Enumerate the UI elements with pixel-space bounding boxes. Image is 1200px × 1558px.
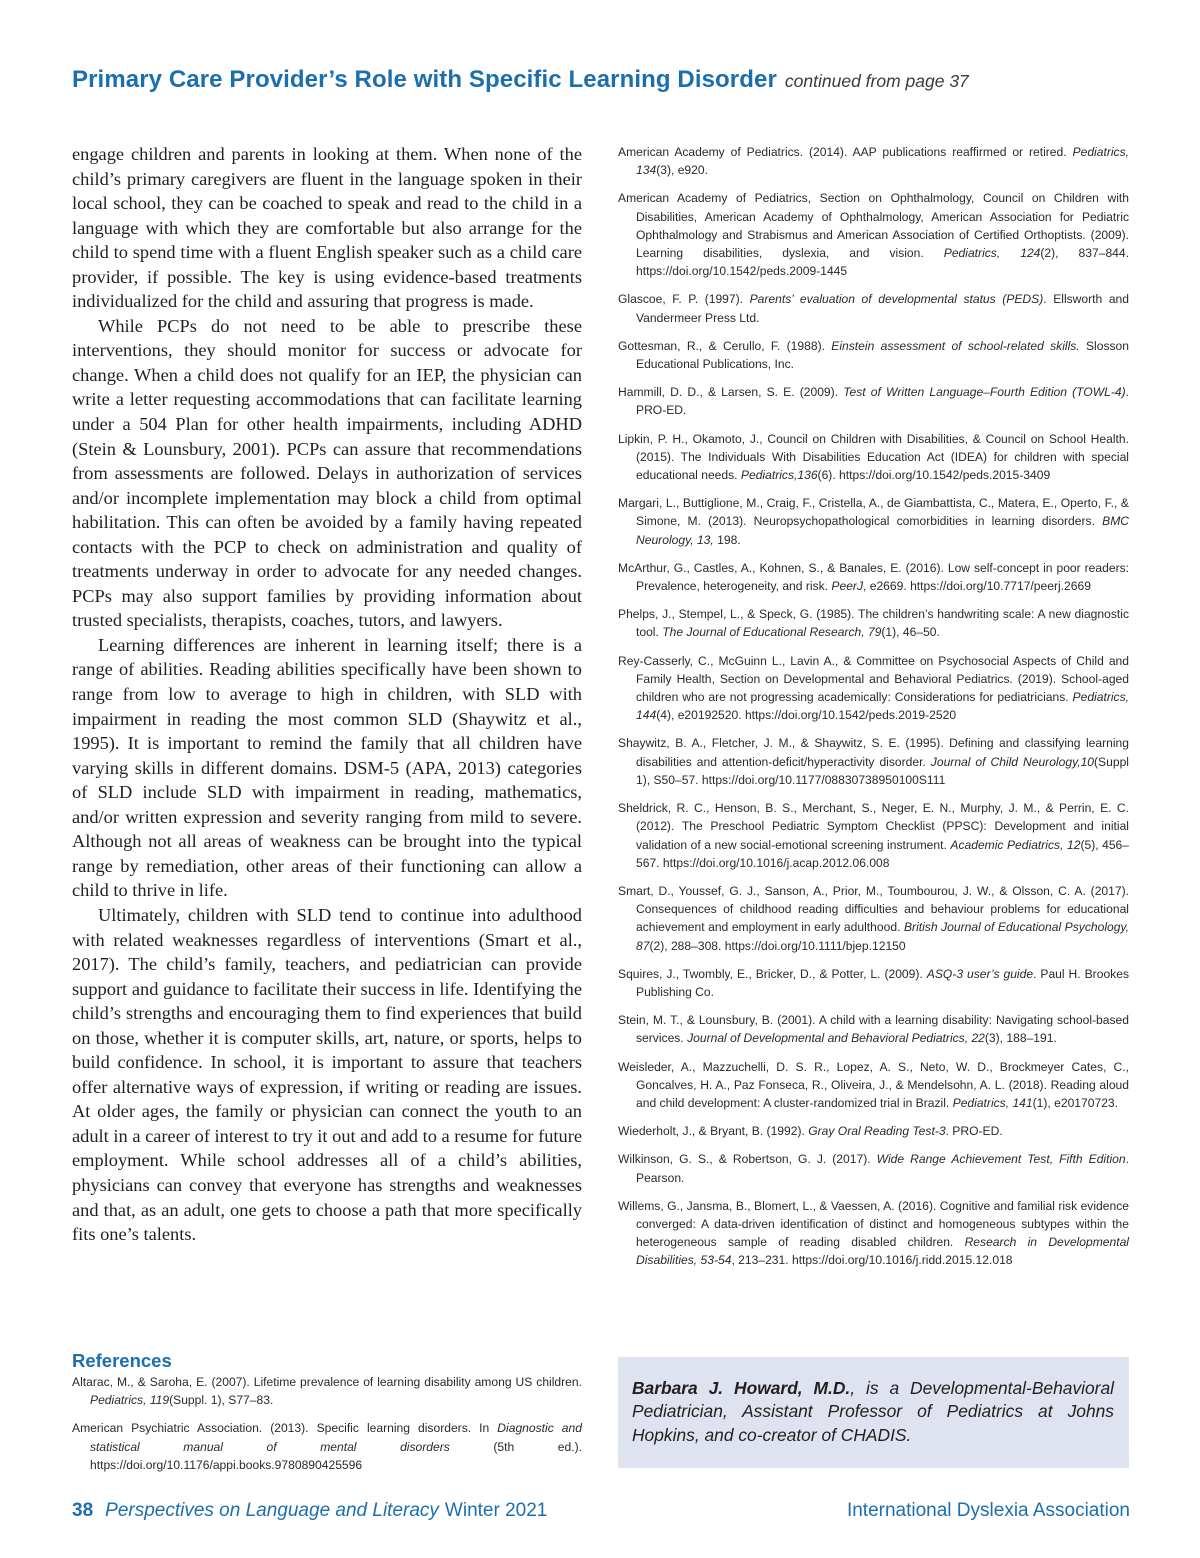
reference-text: Shaywitz, B. A., Fletcher, J. M., & Shaywitz, S. E. (1995). Defining and classifying learning disabilities and attention-deficit/hyperactivity disorder. bbox=[618, 736, 1129, 769]
reference-source: BMC Neurology, 13, bbox=[636, 514, 1129, 547]
reference-details: (5), 456–567. https://doi.org/10.1016/j.acap.2012.06.008 bbox=[636, 837, 1130, 870]
reference-text: Squires, J., Twombly, E., Bricker, D., & Potter, L. (2009). bbox=[618, 966, 927, 981]
reference-details: (Suppl 1), S50–57. https://doi.org/10.1177/08830738950100S111 bbox=[636, 754, 1129, 787]
reference-details: 198. bbox=[713, 532, 741, 547]
reference-details: (2), 837–844. https://doi.org/10.1542/peds.2009-1445 bbox=[636, 246, 1129, 279]
reference-text: American Academy of Pediatrics, Section on Ophthalmology, Council on Children with Disabilities, American Academy of Ophthalmology, American Association for Pediatric Ophthalmology and Strabismus and American Association of Certified Orthoptists. (2009). Learning disabilities, dyslexia, and vision. bbox=[618, 191, 1129, 261]
reference-entry bbox=[618, 965, 1129, 1001]
reference-text: Smart, D., Youssef, G. J., Sanson, A., Prior, M., Toumbourou, J. W., & Olsson, C. A. (2017). Consequences of childhood reading difficulties and behaviour problems for educational achievement and employment in early adulthood. bbox=[618, 883, 1129, 935]
reference-details: . PRO-ED. bbox=[945, 1124, 1003, 1139]
reference-source: Academic Pediatrics, 12 bbox=[950, 837, 1081, 852]
reference-entry bbox=[618, 494, 1129, 549]
reference-text: Glascoe, F. P. (1997). bbox=[618, 292, 750, 307]
reference-text: Lipkin, P. H., Okamoto, J., Council on Children with Disabilities, & Council on School Health. (2015). The Individuals With Disabilities Education Act (IDEA) for children with special educational needs. bbox=[618, 431, 1129, 483]
author-bio-box bbox=[618, 1357, 1129, 1468]
reference-entry bbox=[618, 430, 1129, 485]
reference-source: Pediatrics, 134 bbox=[636, 145, 1129, 178]
body-paragraph: Ultimately, children with SLD tend to continue into adulthood with related weaknesses regardless of interventions (Smart et al., 2017). The child’s family, teachers, and pediatrician can provide support and guidance to facilitate their success in life. Identifying the child’s strengths and encouraging them to find experiences that build on those, whether it is computer skills, art, nature, or sports, helps to build confidence. In school, it is important to assure that teachers offer alternative ways of expression, if writing or reading are issues. At older ages, the family or physician can connect the youth to an adult in a career of interest to try it out and add to a resume for future employment. While school addresses all of a child’s abilities, physicians can convey that everyone has strengths and weaknesses and that, as an adult, one gets to choose a path that more specifically fits one’s talents. bbox=[72, 904, 582, 1245]
reference-source: Pediatrics, 141 bbox=[952, 1095, 1033, 1110]
reference-source: British Journal of Educational Psychology, 87 bbox=[636, 920, 1129, 953]
reference-entry bbox=[618, 1122, 1129, 1140]
reference-entry bbox=[618, 143, 1129, 179]
reference-details: (3), 188–191. bbox=[984, 1031, 1057, 1046]
reference-text: Gottesman, R., & Cerullo, F. (1988). bbox=[618, 338, 832, 353]
reference-text: Sheldrick, R. C., Henson, B. S., Merchant, S., Neger, E. N., Murphy, J. M., & Perrin, E. C. (2012). The Preschool Pediatric Symptom Checklist (PPSC): Development and initial validation of a new social-emotional screening instrument. bbox=[618, 801, 1129, 852]
reference-text: Phelps, J., Stempel, L., & Speck, G. (1985). The children’s handwriting scale: A new diagnostic tool. bbox=[618, 607, 1129, 640]
reference-source: Pediatrics, 119 bbox=[90, 1393, 170, 1408]
reference-entry bbox=[618, 1197, 1129, 1270]
reference-text: Stein, M. T., & Lounsbury, B. (2001). A child with a learning disability: Navigating school-based services. bbox=[618, 1013, 1129, 1046]
reference-details: (4), e20192520. https://doi.org/10.1542/peds.2019-2520 bbox=[656, 708, 957, 723]
reference-source: Test of Written Language–Fourth Edition (TOWL-4) bbox=[843, 385, 1126, 400]
page-footer bbox=[72, 1500, 1130, 1526]
reference-entry bbox=[618, 652, 1129, 725]
reference-text: McArthur, G., Castles, A., Kohnen, S., & Banales, E. (2016). Low self-concept in poor readers: Prevalence, heterogeneity, and risk. bbox=[618, 560, 1129, 594]
reference-details: . Paul H. Brookes Publishing Co. bbox=[636, 966, 1129, 999]
article-title: Primary Care Provider’s Role with Specific Learning Disorder bbox=[72, 66, 777, 93]
reference-source: PeerJ bbox=[831, 579, 863, 594]
reference-entry bbox=[618, 290, 1129, 326]
references-list-left bbox=[72, 1373, 582, 1484]
page-header bbox=[72, 66, 1132, 94]
reference-entry bbox=[618, 337, 1129, 373]
reference-details: (1), 46–50. bbox=[881, 625, 940, 640]
reference-details: (1), e20170723. bbox=[1032, 1095, 1119, 1110]
reference-source: Pediatrics, 124 bbox=[943, 246, 1041, 261]
issue-season: Winter 2021 bbox=[444, 1500, 548, 1521]
continued-note: continued from page 37 bbox=[784, 71, 969, 91]
reference-source: Parents’ evaluation of developmental status (PEDS) bbox=[749, 292, 1044, 307]
reference-source: Journal of Child Neurology,10 bbox=[930, 754, 1095, 769]
reference-text: Margari, L., Buttiglione, M., Craig, F., Cristella, A., de Giambattista, C., Matera, E., Operto, F., & Simone, M. (2013). Neuropsychopathological comorbidities in learning disorders. bbox=[618, 496, 1129, 529]
reference-entry bbox=[72, 1373, 582, 1409]
reference-source: Pediatrics,136 bbox=[740, 468, 818, 483]
body-paragraph: engage children and parents in looking at them. When none of the child’s primary caregivers are fluent in the language spoken in their local school, they can be coached to speak and read to the child in a language with which they are comfortable but also arrange for the child to spend time with a fluent English speaker such as a child care provider, if possible. The key is using evidence-based treatments individualized for the child and assuring that progress is made. bbox=[72, 144, 582, 312]
reference-source: Research in Developmental Disabilities, 53-54 bbox=[636, 1235, 1129, 1268]
reference-details: , e2669. https://doi.org/10.7717/peerj.2669 bbox=[863, 579, 1091, 594]
journal-name: Perspectives on Language and Literacy bbox=[105, 1500, 439, 1521]
reference-text: Weisleder, A., Mazzuchelli, D. S. R., Lopez, A. S., Neto, W. D., Brockmeyer Cates, C., Goncalves, H. A., Paz Fonseca, R., Oliveira, J., & Mendelsohn, A. L. (2018). Reading aloud and child development: A cluster-randomized trial in Brazil. bbox=[618, 1059, 1129, 1110]
reference-text: Altarac, M., & Saroha, E. (2007). Lifetime prevalence of learning disability among US children. bbox=[72, 1375, 582, 1389]
reference-text: Rey-Casserly, C., McGuinn L., Lavin A., & Committee on Psychosocial Aspects of Child and Family Health, Section on Developmental and Behavioral Pediatrics. (2019). School-aged children who are not progressing academically: Considerations for pediatricians. bbox=[618, 653, 1129, 705]
page-number: 38 bbox=[72, 1500, 94, 1521]
reference-entry bbox=[618, 734, 1129, 789]
reference-entry bbox=[618, 1011, 1129, 1047]
reference-text: Hammill, D. D., & Larsen, S. E. (2009). bbox=[618, 385, 844, 400]
reference-text: Wilkinson, G. S., & Robertson, G. J. (2017). bbox=[618, 1152, 877, 1167]
reference-entry bbox=[618, 383, 1129, 419]
body-paragraph: While PCPs do not need to be able to prescribe these interventions, they should monitor for success or advocate for change. When a child does not qualify for an IEP, the physician can write a letter requesting accommodations that can facilitate learning under a 504 Plan for other health impairments, including ADHD (Stein & Lounsbury, 2001). PCPs can assure that recommendations from assessments are followed. Delays in authorization of services and/or incomplete implementation may block a child from optimal habilitation. This can often be avoided by a family having repeated contacts with the PCP to check on administration and quality of treatments underway in order to advocate for any needed changes. PCPs may also support families by providing information about trusted specialists, therapists, coaches, tutors, and lawyers. bbox=[72, 315, 582, 631]
reference-source: Pediatrics, 144 bbox=[636, 690, 1129, 723]
reference-text: Willems, G., Jansma, B., Blomert, L., & Vaessen, A. (2016). Cognitive and familial risk evidence converged: A data-driven identification of distinct and homogeneous subtypes within the heterogeneous sample of reading disabled children. bbox=[618, 1198, 1129, 1250]
reference-source: Journal of Developmental and Behavioral Pediatrics, 22 bbox=[687, 1031, 985, 1046]
reference-details: (5th ed.). https://doi.org/10.1176/appi.books.9780890425596 bbox=[90, 1439, 582, 1472]
reference-details: (6). https://doi.org/10.1542/peds.2015-3409 bbox=[817, 468, 1051, 483]
reference-details: . Pearson. bbox=[636, 1152, 1129, 1185]
author-description: , is a Developmental-Behavioral Pediatrician, Assistant Professor of Pediatrics at Johns Hopkins, and co-creator of CHADIS. bbox=[632, 1378, 1115, 1445]
reference-source: Gray Oral Reading Test-3 bbox=[808, 1124, 946, 1139]
reference-entry bbox=[618, 799, 1129, 872]
author-bio bbox=[632, 1377, 1114, 1447]
reference-source: The Journal of Educational Research, 79 bbox=[662, 625, 882, 640]
reference-entry bbox=[618, 1058, 1129, 1113]
body-paragraph: Learning differences are inherent in learning itself; there is a range of abilities. Reading abilities specifically have been shown to range from low to average to high in children, with SLD with impairment in reading the most common SLD (Shaywitz et al., 1995). It is important to remind the family that all children have varying skills in different domains. DSM-5 (APA, 2013) categories of SLD include SLD with impairment in reading, mathematics, and/or written expression and severity ranging from mild to severe. Although not all areas of weakness can be brought into the typical range by remediation, other areas of their functioning can allow a child to thrive in life. bbox=[72, 634, 582, 901]
reference-entry bbox=[72, 1419, 582, 1474]
reference-details: (Suppl. 1), S77–83. bbox=[169, 1393, 274, 1408]
references-list-right bbox=[618, 143, 1129, 1280]
reference-details: . PRO-ED. bbox=[636, 385, 1129, 418]
reference-entry bbox=[618, 605, 1129, 641]
organization-name: International Dyslexia Association bbox=[846, 1500, 1130, 1521]
reference-details: (2), 288–308. https://doi.org/10.1111/bjep.12150 bbox=[649, 938, 906, 953]
reference-text: American Academy of Pediatrics. (2014). AAP publications reaffirmed or retired. bbox=[618, 145, 1073, 159]
reference-source: Diagnostic and statistical manual of mental disorders bbox=[90, 1421, 582, 1454]
reference-source: Wide Range Achievement Test, Fifth Edition bbox=[876, 1152, 1126, 1167]
reference-details: Slosson Educational Publications, Inc. bbox=[636, 338, 1130, 372]
references-heading: References bbox=[72, 1350, 172, 1371]
reference-entry bbox=[618, 1150, 1129, 1186]
reference-details: , 213–231. https://doi.org/10.1016/j.ridd.2015.12.018 bbox=[731, 1253, 1013, 1268]
reference-source: Einstein assessment of school-related skills. bbox=[831, 338, 1080, 353]
reference-text: Wiederholt, J., & Bryant, B. (1992). bbox=[618, 1124, 809, 1139]
author-name: Barbara J. Howard, M.D. bbox=[632, 1378, 851, 1398]
reference-entry bbox=[618, 882, 1129, 955]
reference-details: (3), e920. bbox=[656, 163, 708, 178]
reference-entry bbox=[618, 559, 1129, 595]
reference-entry bbox=[618, 189, 1129, 280]
article-body bbox=[72, 142, 582, 1247]
reference-text: American Psychiatric Association. (2013). Specific learning disorders. In bbox=[72, 1421, 498, 1436]
reference-source: ASQ-3 user’s guide bbox=[926, 966, 1034, 981]
reference-details: . Ellsworth and Vandermeer Press Ltd. bbox=[636, 292, 1129, 325]
